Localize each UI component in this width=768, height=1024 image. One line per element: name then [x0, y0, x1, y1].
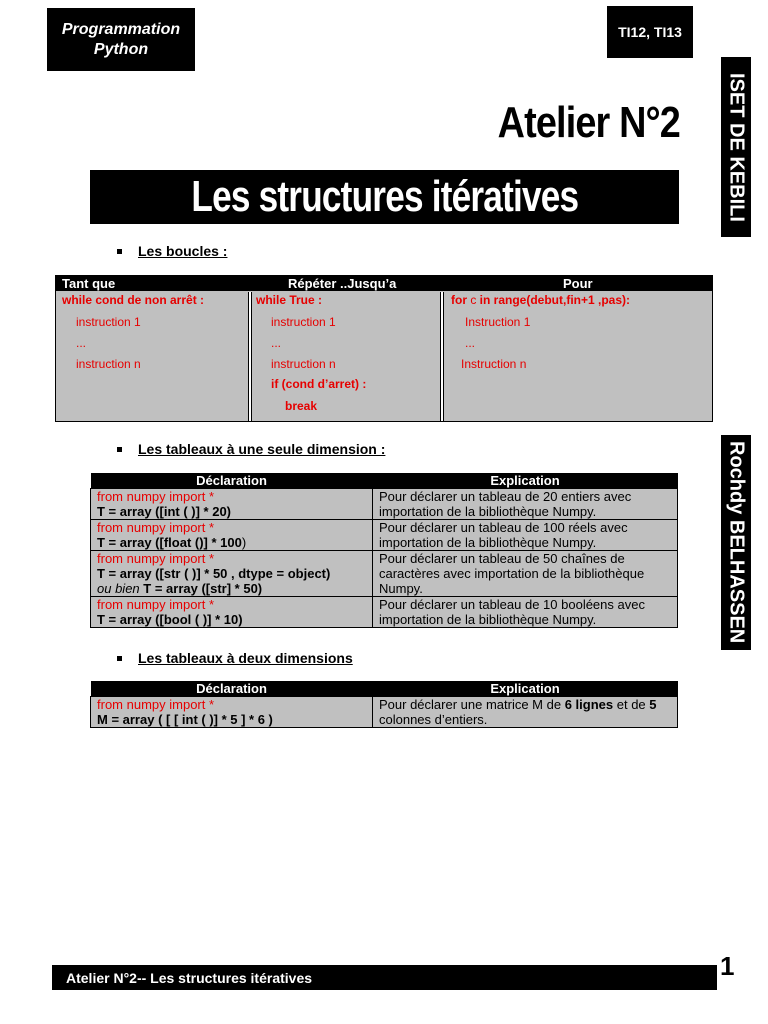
code-line: while True :	[256, 293, 323, 307]
loops-table-header	[56, 276, 712, 291]
page-title: Atelier N°2	[497, 98, 680, 147]
bullet-icon	[117, 656, 122, 661]
code-line: instruction n	[271, 357, 336, 371]
explanation-cell: Pour déclarer un tableau de 50 chaînes de caractères avec importation de la bibliothèque Numpy.	[373, 551, 678, 597]
import-line: from numpy import *	[97, 520, 215, 535]
code-line: T = array ([int ( )] * 20)	[97, 504, 231, 519]
institution-text: ISET DE KEBILI	[725, 72, 748, 222]
table-row	[91, 597, 678, 628]
col-explanation: Explication	[373, 473, 678, 489]
table-row	[91, 697, 678, 728]
bullet-icon	[117, 249, 122, 254]
arrays1d-table	[90, 473, 678, 628]
classes-label: TI12, TI13	[607, 6, 693, 58]
code-line: ...	[271, 336, 282, 350]
explanation-cell: Pour déclarer un tableau de 100 réels avec importation de la bibliothèque Numpy.	[373, 520, 678, 551]
import-line: from numpy import *	[97, 551, 215, 566]
while-cell	[56, 292, 248, 421]
author-text: Rochdy BELHASSEN	[725, 441, 748, 644]
code-line: T = array ([str ( )] * 50 , dtype = object)	[97, 566, 331, 581]
loops-heading	[117, 243, 227, 259]
side-author	[721, 435, 751, 650]
code-line: if (cond d’arret) :	[271, 377, 367, 391]
table-header-row	[91, 473, 678, 489]
side-institution	[721, 57, 751, 237]
explanation-cell: Pour déclarer une matrice M de 6 lignes et de 5 colonnes d’entiers.	[373, 697, 678, 728]
code-line: T = array ([bool ( )] * 10)	[97, 612, 243, 627]
footer-text: Atelier N°2-- Les structures itératives	[66, 969, 313, 986]
declaration-cell	[91, 597, 373, 628]
explanation-cell: Pour déclarer un tableau de 10 booléens avec importation de la bibliothèque Numpy.	[373, 597, 678, 628]
explanation-cell: Pour déclarer un tableau de 20 entiers avec importation de la bibliothèque Numpy.	[373, 489, 678, 520]
code-line: while cond de non arrêt :	[62, 293, 205, 307]
code-line: for c in range(debut,fin+1 ,pas):	[451, 293, 631, 307]
table-row	[91, 489, 678, 520]
declaration-cell	[91, 489, 373, 520]
footer-bar	[52, 965, 717, 990]
import-line: from numpy import *	[97, 597, 215, 612]
code-line: break	[285, 399, 318, 413]
course-label	[47, 8, 195, 71]
course-line1: Programmation	[61, 20, 181, 38]
arrays2d-heading-text: Les tableaux à deux dimensions	[138, 650, 353, 666]
col-declaration: Déclaration	[91, 473, 373, 489]
code-line: instruction n	[76, 357, 141, 371]
code-line: M = array ( [ [ int ( )] * 5 ] * 6 )	[97, 712, 273, 727]
col-while: Tant que	[62, 276, 116, 291]
import-line: from numpy import *	[97, 697, 215, 712]
bullet-icon	[117, 447, 122, 452]
loops-heading-text: Les boucles :	[138, 243, 228, 259]
declaration-cell	[91, 520, 373, 551]
table-header-row	[91, 681, 678, 697]
code-line: Instruction n	[461, 357, 527, 371]
declaration-cell	[91, 697, 373, 728]
code-line-alt: ou bien T = array ([str] * 50)	[97, 581, 263, 596]
table-row	[91, 520, 678, 551]
code-line: ...	[465, 336, 476, 350]
subtitle-text: Les structures itératives	[191, 172, 578, 221]
repeat-cell	[252, 292, 440, 421]
subtitle-banner	[90, 170, 679, 224]
arrays2d-table	[90, 681, 678, 728]
col-declaration: Déclaration	[91, 681, 373, 697]
table-row	[91, 551, 678, 597]
col-explanation: Explication	[373, 681, 678, 697]
declaration-cell	[91, 551, 373, 597]
code-line: instruction 1	[76, 315, 141, 329]
page-number: 1	[720, 951, 735, 981]
code-line: T = array ([float ()] * 100)	[97, 535, 247, 550]
arrays2d-heading	[117, 650, 353, 666]
arrays1d-heading	[117, 441, 385, 457]
code-line: ...	[76, 336, 87, 350]
loops-table	[55, 275, 713, 422]
col-for: Pour	[563, 276, 593, 291]
code-line: Instruction 1	[465, 315, 531, 329]
col-repeat: Répéter ..Jusqu’a	[288, 276, 397, 291]
for-cell	[444, 292, 712, 421]
import-line: from numpy import *	[97, 489, 215, 504]
arrays1d-heading-text: Les tableaux à une seule dimension :	[138, 441, 386, 457]
code-line: instruction 1	[271, 315, 336, 329]
course-line2: Python	[93, 40, 149, 58]
